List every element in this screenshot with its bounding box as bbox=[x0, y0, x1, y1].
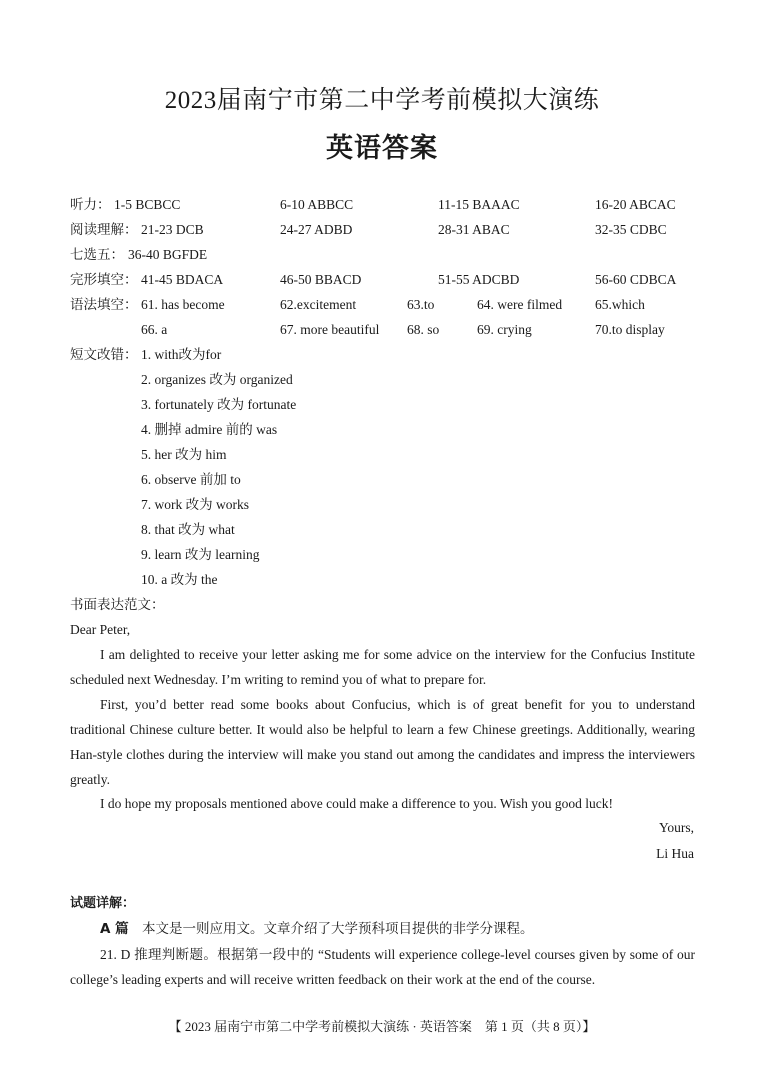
answer-group: 24-27 ADBD bbox=[280, 222, 353, 237]
answer-group: 46-50 BBACD bbox=[280, 272, 362, 287]
page-footer: 【 2023 届南宁市第二中学考前模拟大演练 · 英语答案 第 1 页（共 8 页）】 bbox=[168, 1019, 596, 1034]
correction-item: 1. with改为for bbox=[141, 347, 222, 362]
details-label: 试题详解： bbox=[70, 896, 136, 911]
question-21-explanation: 21. D 推理判断题。根据第一段中的 “Students will experience college-level courses given by some of our college’s leading experts and will receive written feedback on their work at the end of the course. bbox=[70, 947, 695, 987]
correction-label: 短文改错： bbox=[70, 347, 138, 362]
listening-label: 听力： bbox=[70, 197, 111, 212]
essay-greeting: Dear Peter, bbox=[70, 622, 131, 637]
answer-group: 16-20 ABCAC bbox=[595, 197, 676, 212]
grammar-answer: 62.excitement bbox=[280, 297, 357, 312]
essay-signature: Li Hua bbox=[656, 846, 694, 861]
correction-item: 3. fortunately 改为 fortunate bbox=[141, 397, 297, 412]
correction-item: 4. 删掉 admire 前的 was bbox=[141, 422, 278, 437]
correction-item: 6. observe 前加 to bbox=[141, 472, 241, 487]
answer-group: 1-5 BCBCC bbox=[114, 197, 181, 212]
answer-group: 51-55 ADCBD bbox=[438, 272, 520, 287]
answer-group: 6-10 ABBCC bbox=[280, 197, 354, 212]
grammar-answer: 64. were filmed bbox=[477, 297, 563, 312]
page-subtitle: 英语答案 bbox=[326, 133, 438, 164]
grammar-answer: 68. so bbox=[407, 322, 440, 337]
correction-item: 5. her 改为 him bbox=[141, 447, 227, 462]
correction-item: 7. work 改为 works bbox=[141, 497, 249, 512]
section-a-line bbox=[100, 919, 534, 939]
grammar-answer: 65.which bbox=[595, 297, 645, 312]
grammar-label: 语法填空： bbox=[70, 297, 138, 312]
essay-paragraph-2: First, you’d better read some books about Confucius, which is of great benefit for you to understand traditional Chinese culture better. It would also be helpful to learn a few Chinese greetings. Additionally, wearing Han-style clothes during the interview will make you stand out among the candidates and impress the interviewers greatly. bbox=[70, 697, 695, 787]
essay-paragraph-3: I do hope my proposals mentioned above could make a difference to you. Wish you good luck! bbox=[100, 796, 613, 811]
grammar-answer: 67. more beautiful bbox=[280, 322, 380, 337]
essay-label: 书面表达范文： bbox=[70, 597, 165, 612]
grammar-answer: 66. a bbox=[141, 322, 168, 337]
correction-item: 10. a 改为 the bbox=[141, 572, 218, 587]
section-a-intro: 本文是一则应用文。文章介绍了大学预科项目提供的非学分课程。 bbox=[142, 921, 534, 936]
seven-label: 七选五： bbox=[70, 247, 124, 262]
grammar-answer: 69. crying bbox=[477, 322, 532, 337]
page-title: 2023届南宁市第二中学考前模拟大演练 bbox=[164, 87, 600, 114]
reading-label: 阅读理解： bbox=[70, 222, 138, 237]
answer-group: 21-23 DCB bbox=[141, 222, 204, 237]
answer-group: 56-60 CDBCA bbox=[595, 272, 677, 287]
section-a-label: A 篇 bbox=[100, 921, 129, 937]
grammar-answer: 70.to display bbox=[595, 322, 665, 337]
answer-group: 36-40 BGFDE bbox=[128, 247, 208, 262]
correction-item: 8. that 改为 what bbox=[141, 522, 235, 537]
cloze-label: 完形填空： bbox=[70, 272, 138, 287]
essay-closing: Yours, bbox=[658, 820, 694, 835]
grammar-answer: 63.to bbox=[407, 297, 435, 312]
grammar-answer: 61. has become bbox=[141, 297, 225, 312]
answer-group: 41-45 BDACA bbox=[141, 272, 224, 287]
answer-group: 11-15 BAAAC bbox=[438, 197, 520, 212]
essay-paragraph-1: I am delighted to receive your letter asking me for some advice on the interview for the Confucius Institute scheduled next Wednesday. I’m writing to remind you of what to prepare for. bbox=[70, 647, 695, 687]
correction-item: 2. organizes 改为 organized bbox=[141, 372, 293, 387]
correction-item: 9. learn 改为 learning bbox=[141, 547, 260, 562]
answer-group: 32-35 CDBC bbox=[595, 222, 667, 237]
answer-group: 28-31 ABAC bbox=[438, 222, 510, 237]
